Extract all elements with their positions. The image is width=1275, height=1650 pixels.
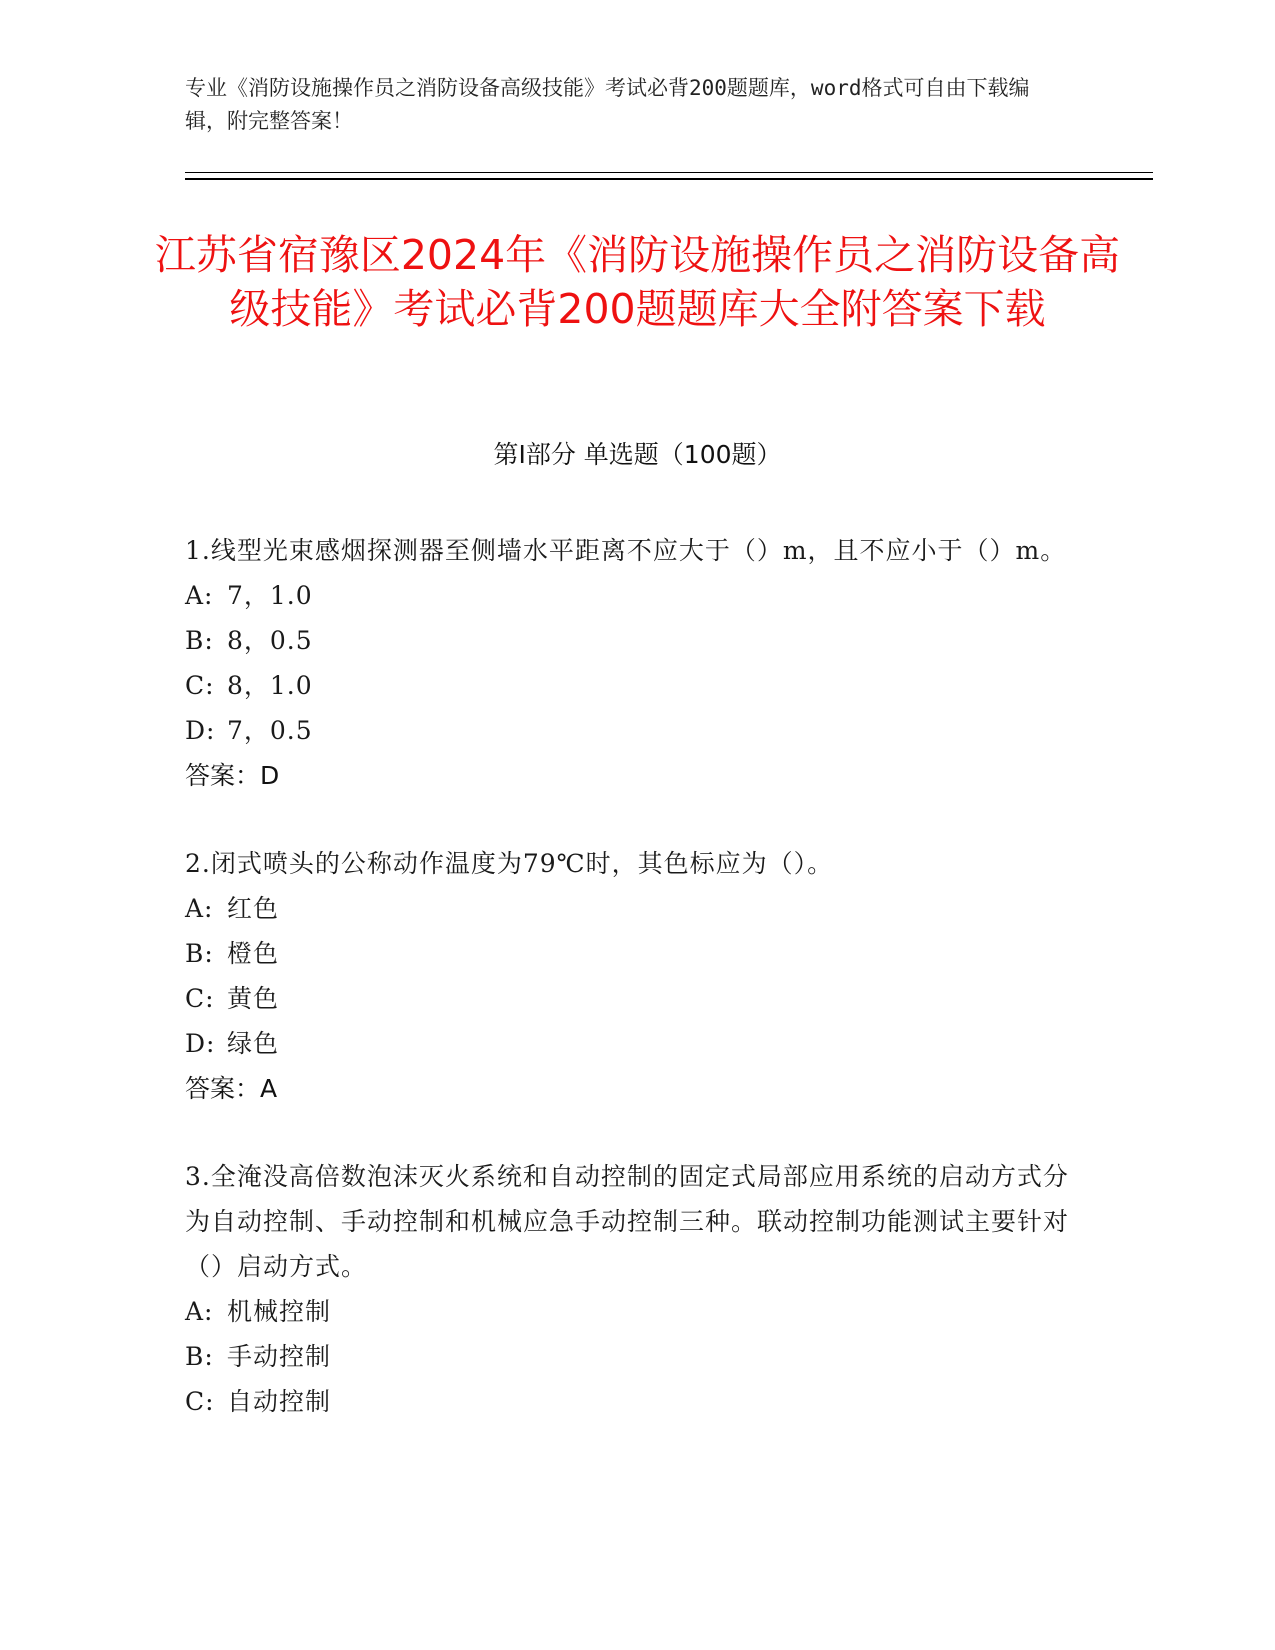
option-text: 机械控制 bbox=[227, 1297, 332, 1326]
option-text: 红色 bbox=[227, 894, 280, 923]
question-stem: 2.闭式喷头的公称动作温度为79℃时，其色标应为（）。 bbox=[185, 849, 834, 878]
option-a bbox=[185, 573, 1075, 618]
question-stem: 1.线型光束感烟探测器至侧墙水平距离不应大于（）m，且不应小于（）m。 bbox=[185, 536, 1067, 565]
answer-line: 答案：A bbox=[185, 1074, 278, 1103]
option-letter: C: bbox=[185, 671, 215, 700]
question-list bbox=[185, 528, 1075, 1467]
option-text: 7，1.0 bbox=[227, 581, 313, 610]
header-rule-thick bbox=[185, 178, 1153, 180]
option-c bbox=[185, 1379, 1075, 1424]
question-1 bbox=[185, 528, 1075, 798]
option-text: 8，0.5 bbox=[227, 626, 313, 655]
option-letter: D: bbox=[185, 1029, 216, 1058]
document-title: 江苏省宿豫区2024年《消防设施操作员之消防设备高级技能》考试必背200题题库大全附答案下载 bbox=[154, 231, 1121, 333]
option-c bbox=[185, 976, 1075, 1021]
option-text: 7，0.5 bbox=[227, 716, 313, 745]
option-b bbox=[185, 618, 1075, 663]
option-text: 8，1.0 bbox=[227, 671, 313, 700]
option-text: 自动控制 bbox=[227, 1387, 332, 1416]
option-b bbox=[185, 1334, 1075, 1379]
option-letter: A: bbox=[185, 1297, 214, 1326]
header-rule-thin bbox=[185, 172, 1153, 173]
section-title: 第Ⅰ部分 单选题（100题） bbox=[493, 440, 782, 469]
option-letter: A: bbox=[185, 894, 214, 923]
option-letter: C: bbox=[185, 1387, 215, 1416]
option-text: 橙色 bbox=[227, 939, 280, 968]
header-note: 专业《消防设施操作员之消防设备高级技能》考试必背200题题库，word格式可自由下载编辑，附完整答案！ bbox=[185, 76, 1030, 133]
option-b bbox=[185, 931, 1075, 976]
option-c bbox=[185, 663, 1075, 708]
option-letter: A: bbox=[185, 581, 214, 610]
option-d bbox=[185, 708, 1075, 753]
question-stem: 3.全淹没高倍数泡沫灭火系统和自动控制的固定式局部应用系统的启动方式分为自动控制、手动控制和机械应急手动控制三种。联动控制功能测试主要针对（）启动方式。 bbox=[185, 1162, 1070, 1281]
option-d bbox=[185, 1021, 1075, 1066]
option-a bbox=[185, 886, 1075, 931]
option-letter: B: bbox=[185, 626, 214, 655]
option-letter: D: bbox=[185, 716, 216, 745]
question-2 bbox=[185, 841, 1075, 1111]
option-letter: C: bbox=[185, 984, 215, 1013]
option-text: 绿色 bbox=[227, 1029, 280, 1058]
option-text: 黄色 bbox=[227, 984, 280, 1013]
option-letter: B: bbox=[185, 1342, 214, 1371]
option-a bbox=[185, 1289, 1075, 1334]
answer-line: 答案：D bbox=[185, 761, 280, 790]
question-3 bbox=[185, 1154, 1075, 1424]
option-letter: B: bbox=[185, 939, 214, 968]
option-text: 手动控制 bbox=[227, 1342, 332, 1371]
